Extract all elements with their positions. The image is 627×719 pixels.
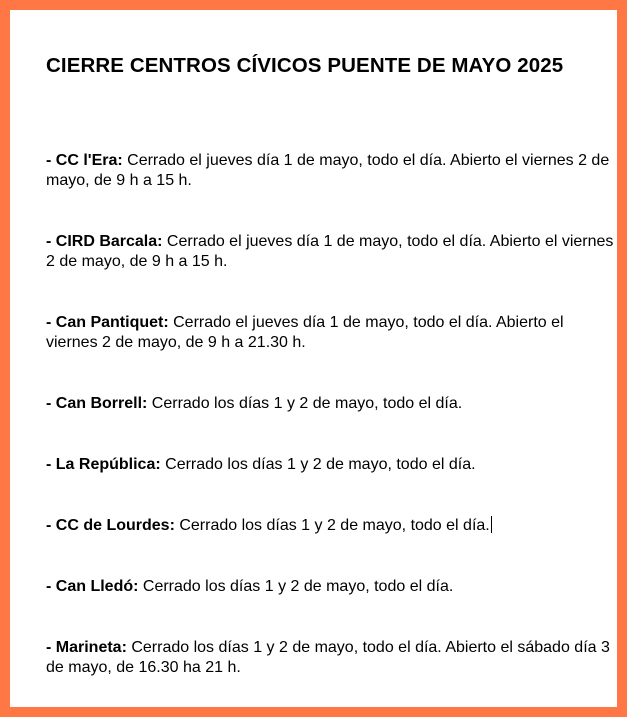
center-schedule: Cerrado el jueves día 1 de mayo, todo el día. Abierto el viernes 2 de mayo, de 9 h a 21.30 h.: [46, 314, 564, 351]
center-name: - Can Pantiquet:: [46, 314, 169, 331]
center-schedule: Cerrado los días 1 y 2 de mayo, todo el día.: [160, 456, 476, 473]
closure-entry-marineta: [46, 638, 616, 678]
center-schedule: Cerrado los días 1 y 2 de mayo, todo el día.: [147, 395, 463, 412]
text-cursor: [491, 516, 492, 533]
closure-entry-la-republica: [46, 455, 616, 475]
center-name: - Can Lledó:: [46, 578, 139, 595]
center-name: - Can Borrell:: [46, 395, 148, 412]
center-name: - La República:: [46, 456, 161, 473]
center-name: - Marineta:: [46, 639, 127, 656]
center-schedule: Cerrado el jueves día 1 de mayo, todo el día. Abierto el viernes 2 de mayo, de 9 h a 15 h.: [46, 233, 614, 270]
closure-entry-cc-de-lourdes: [46, 516, 616, 536]
closure-entry-cc-lera: [46, 151, 616, 191]
center-name: - CC de Lourdes:: [46, 517, 175, 534]
center-name: - CC l'Era:: [46, 152, 123, 169]
center-schedule: Cerrado los días 1 y 2 de mayo, todo el día. Abierto el sábado día 3 de mayo, de 16.30 ha 21 h.: [46, 639, 610, 676]
closure-entry-can-borrell: [46, 394, 616, 414]
center-name: - CIRD Barcala:: [46, 233, 163, 250]
document-title: CIERRE CENTROS CÍVICOS PUENTE DE MAYO 2025: [46, 54, 564, 77]
center-schedule: Cerrado los días 1 y 2 de mayo, todo el día.: [174, 517, 490, 534]
center-schedule: Cerrado el jueves día 1 de mayo, todo el día. Abierto el viernes 2 de mayo, de 9 h a 15 h.: [46, 152, 610, 189]
center-schedule: Cerrado los días 1 y 2 de mayo, todo el día.: [138, 578, 454, 595]
closure-list: [46, 151, 616, 719]
closure-entry-can-lledo: [46, 577, 616, 597]
closure-entry-can-pantiquet: [46, 313, 616, 353]
closure-entry-cird-barcala: [46, 232, 616, 272]
